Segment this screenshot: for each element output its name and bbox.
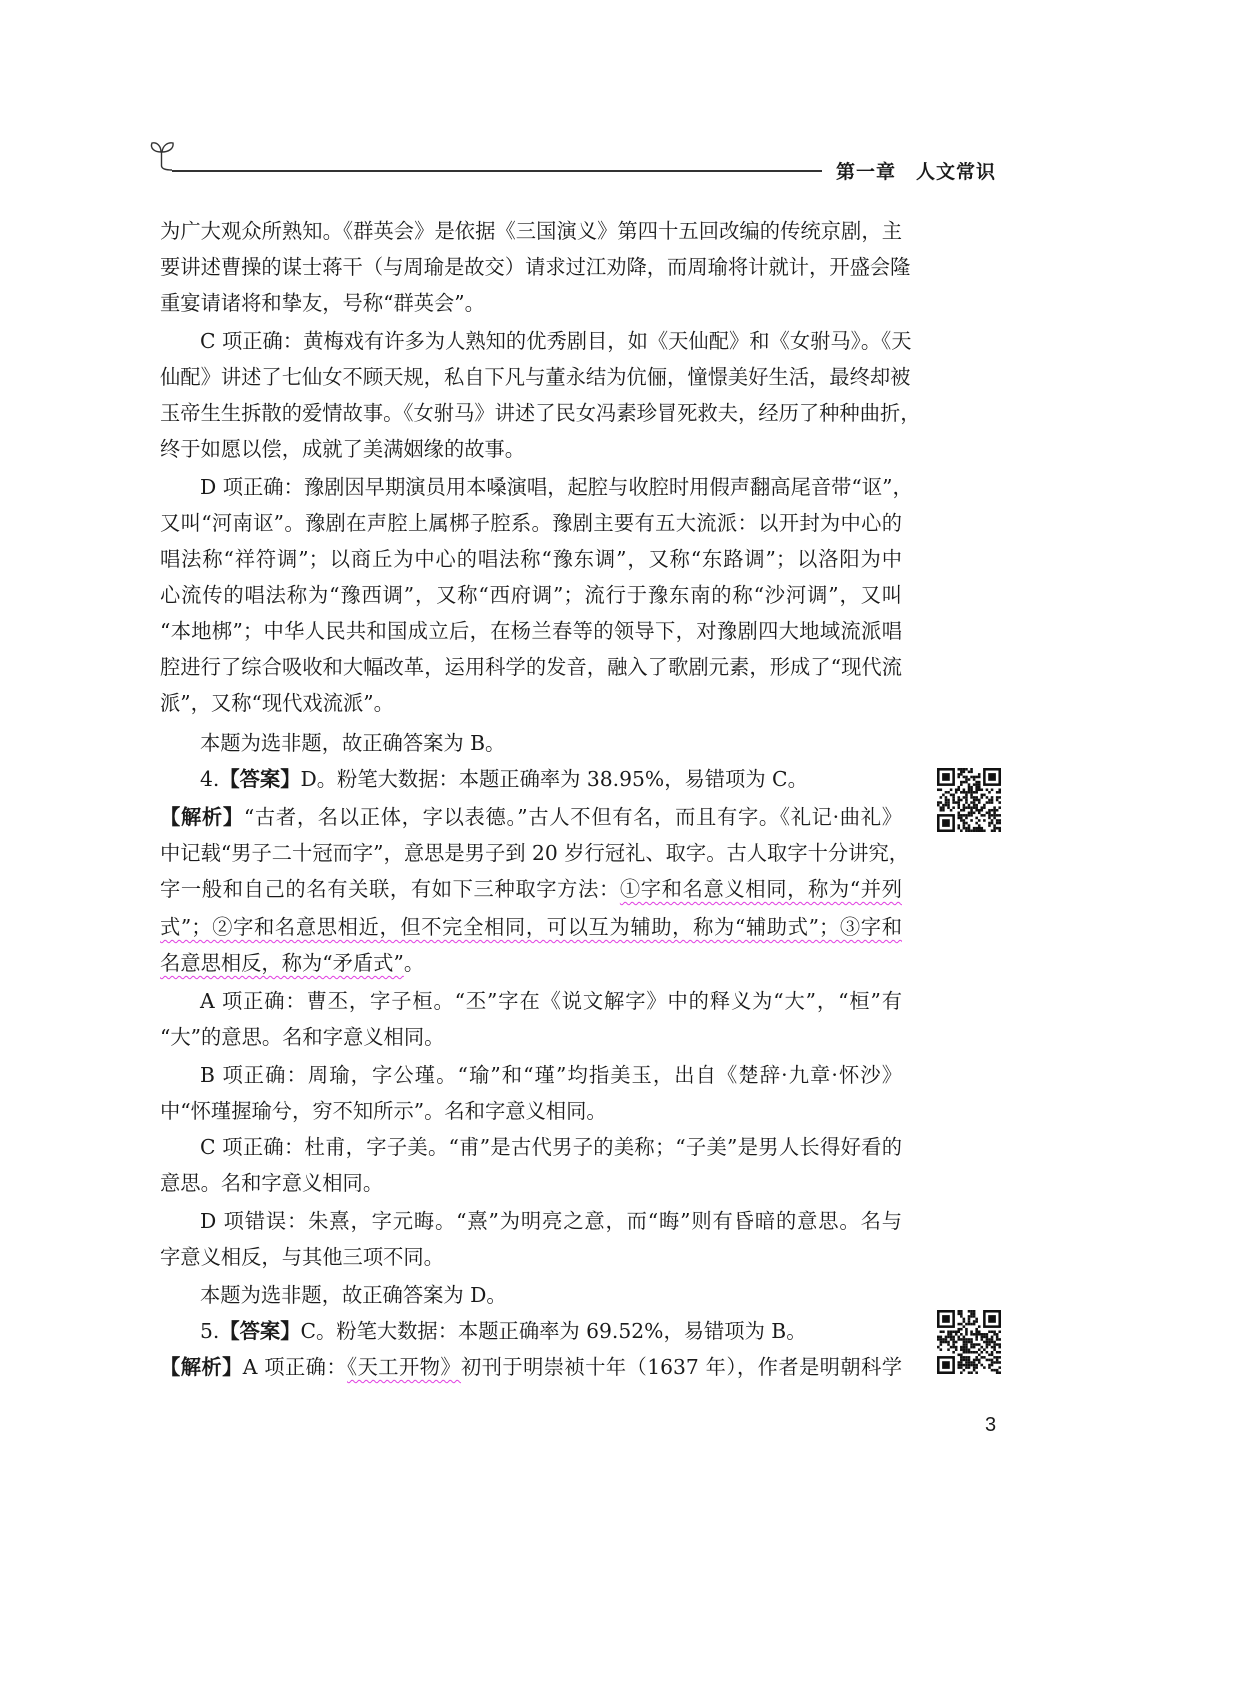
text-segment: D。粉笔大数据：本题正确率为 38.95%，易错项为 C。 (300, 767, 808, 791)
text-line (160, 876, 902, 902)
text-segment: 本题为选非题，故正确答案为 B。 (200, 731, 506, 755)
text-line (160, 950, 902, 976)
text-line (160, 1024, 902, 1050)
text-line (160, 1282, 902, 1308)
sprout-icon (148, 138, 188, 174)
text-segment: 中记载“男子二十冠而字”，意思是男子到 20 岁行冠礼、取字。古人取字十分讲究， (160, 841, 910, 865)
text-line (160, 436, 902, 462)
bold-label: 【答案】 (219, 767, 301, 791)
text-line (160, 1354, 902, 1380)
chapter-title: 第一章 人文常识 (836, 161, 997, 183)
text-segment: C 项正确：黄梅戏有许多为人熟知的优秀剧目，如《天仙配》和《女驸马》。《天 (200, 329, 912, 353)
qr-code-icon (937, 1310, 1001, 1374)
text-line (160, 1318, 902, 1344)
text-line (160, 510, 902, 536)
text-line (160, 1244, 902, 1270)
text-line (160, 804, 902, 830)
text-segment: C 项正确：杜甫，字子美。“甫”是古代男子的美称；“子美”是男人长得好看的 (200, 1135, 902, 1159)
text-line (160, 840, 910, 866)
text-segment: 为广大观众所熟知。《群英会》是依据《三国演义》第四十五回改编的传统京剧，主 (160, 219, 902, 243)
text-segment: B 项正确：周瑜，字公瑾。“瑜”和“瑾”均指美玉，出自《楚辞·九章·怀沙》 (200, 1063, 902, 1087)
text-segment: C。粉笔大数据：本题正确率为 69.52%，易错项为 B。 (300, 1319, 807, 1343)
text-line (160, 218, 902, 244)
text-segment: 唱法称“祥符调”；以商丘为中心的唱法称“豫东调”，又称“东路调”；以洛阳为中 (160, 547, 902, 571)
text-segment: “大”的意思。名和字意义相同。 (160, 1025, 445, 1049)
text-segment: A 项正确：曹丕，字子桓。“丕”字在《说文解字》中的释义为“大”，“桓”有 (200, 989, 902, 1013)
qr-code-icon (937, 768, 1001, 832)
text-line (160, 546, 902, 572)
text-line (160, 582, 902, 608)
text-line (160, 988, 902, 1014)
text-segment: 4. (200, 767, 220, 791)
bold-label: 【解析】 (160, 1355, 243, 1379)
text-line (160, 766, 902, 792)
page-number: 3 (985, 1414, 997, 1436)
text-segment: “古者，名以正体，字以表德。”古人不但有名，而且有字。《礼记·曲礼》 (243, 805, 902, 829)
text-segment: 中“怀瑾握瑜兮，穷不知所示”。名和字意义相同。 (160, 1099, 607, 1123)
text-line (160, 1208, 902, 1234)
text-line (160, 654, 902, 680)
text-line (160, 618, 902, 644)
text-segment: A 项正确： (242, 1355, 348, 1379)
highlighted-text: 《天工开物》 (347, 1355, 462, 1379)
header-rule (172, 170, 822, 172)
text-line (160, 1098, 902, 1124)
text-segment: “本地梆”；中华人民共和国成立后，在杨兰春等的领导下，对豫剧四大地域流派唱 (160, 619, 902, 643)
text-segment: 意思。名和字意义相同。 (160, 1171, 384, 1195)
text-segment: 重宴请诸将和挚友，号称“群英会”。 (160, 291, 485, 315)
text-line (160, 914, 902, 940)
text-segment: 5. (200, 1319, 220, 1343)
highlighted-text: 式”；②字和名意思相近，但不完全相同，可以互为辅助，称为“辅助式”；③字和 (160, 915, 902, 939)
text-line (160, 1134, 902, 1160)
text-segment: 腔进行了综合吸收和大幅改革，运用科学的发音，融入了歌剧元素，形成了“现代流 (160, 655, 902, 679)
text-segment: 派”，又称“现代戏流派”。 (160, 691, 394, 715)
text-segment: 本题为选非题，故正确答案为 D。 (200, 1283, 507, 1307)
text-line (160, 474, 913, 500)
bold-label: 【解析】 (160, 805, 244, 829)
text-segment: 仙配》讲述了七仙女不顾天规，私自下凡与董永结为伉俪，憧憬美好生活，最终却被 (160, 365, 911, 389)
text-segment: 玉帝生生拆散的爱情故事。《女驸马》讲述了民女冯素珍冒死救夫，经历了种种曲折， (160, 401, 921, 425)
text-line (160, 730, 902, 756)
text-segment: 心流传的唱法称为“豫西调”，又称“西府调”；流行于豫东南的称“沙河调”，又叫 (160, 583, 902, 607)
text-line (160, 328, 912, 354)
text-segment: 字意义相反，与其他三项不同。 (160, 1245, 444, 1269)
text-line (160, 1170, 902, 1196)
text-segment: D 项错误：朱熹，字元晦。“熹”为明亮之意，而“晦”则有昏暗的意思。名与 (200, 1209, 902, 1233)
text-segment: 字一般和自己的名有关联，有如下三种取字方法： (160, 877, 620, 901)
bold-label: 【答案】 (219, 1319, 301, 1343)
text-segment: 。 (403, 951, 425, 975)
text-line (160, 290, 902, 316)
text-segment: D 项正确：豫剧因早期演员用本嗓演唱，起腔与收腔时用假声翻高尾音带“讴”， (200, 475, 913, 499)
text-line (160, 690, 902, 716)
highlighted-text: ①字和名意义相同，称为“并列 (619, 877, 902, 901)
text-line (160, 254, 911, 280)
text-line (160, 364, 911, 390)
highlighted-text: 名意思相反，称为“矛盾式” (160, 951, 404, 975)
text-line (160, 1062, 902, 1088)
text-segment: 终于如愿以偿，成就了美满姻缘的故事。 (160, 437, 526, 461)
text-segment: 要讲述曹操的谋士蒋干（与周瑜是故交）请求过江劝降，而周瑜将计就计，开盛会隆 (160, 255, 911, 279)
text-segment: 初刊于明崇祯十年（1637 年），作者是明朝科学 (461, 1355, 903, 1379)
text-line (160, 400, 921, 426)
text-segment: 又叫“河南讴”。豫剧在声腔上属梆子腔系。豫剧主要有五大流派：以开封为中心的 (160, 511, 902, 535)
